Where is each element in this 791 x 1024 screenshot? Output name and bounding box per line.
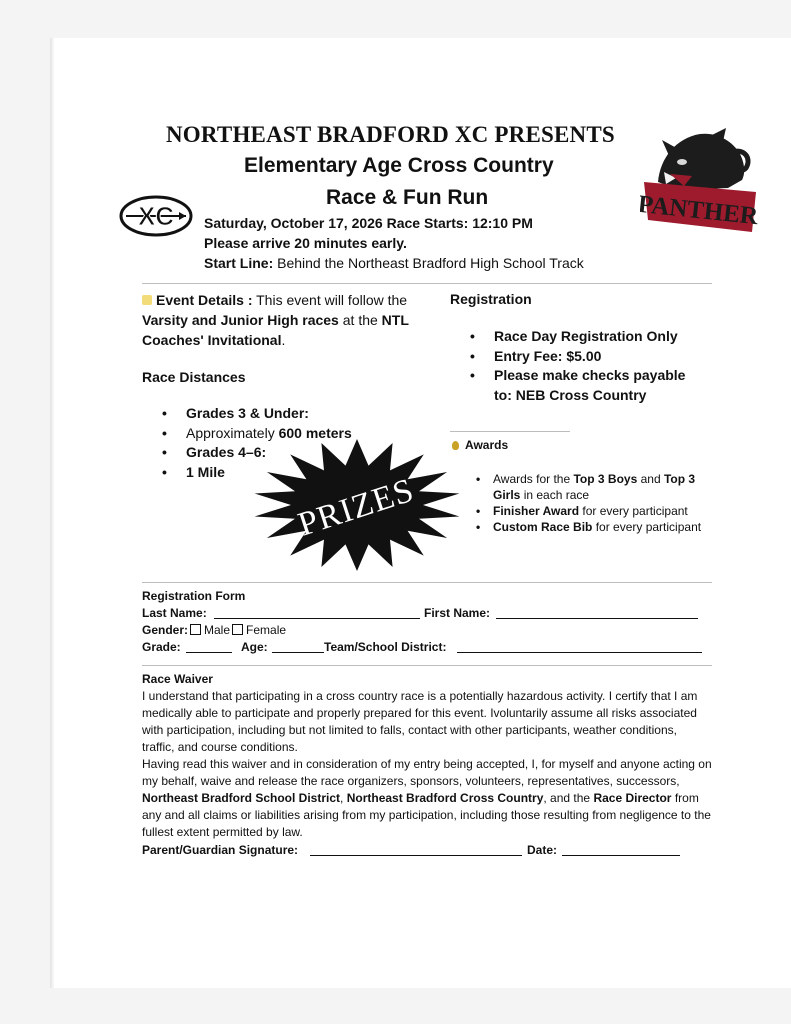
male-label: Male [204,623,231,637]
waiver-bold: Race Director [593,791,672,805]
signature-field[interactable] [310,843,522,856]
waiver-paragraph-1: I understand that participating in a cross country race is a potentially hazardous activity. I certify that I am medically able to participate and properly prepared for this event. Ivoluntarily assume all risks associated with participation, including but not limited to falls, contact with other participants, weather conditions, traffic, and course conditions. [142,689,698,754]
award-text: in each race [520,488,590,502]
award-text: and [637,472,664,486]
prizes-starburst [250,438,464,577]
distance-value: 600 meters [278,424,352,441]
award-bold: Custom Race Bib [493,520,593,534]
list-item [474,503,706,519]
xc-logo [118,194,194,243]
list-item: • Please make checks payable to: NEB Cross Country [468,366,698,405]
age-field[interactable] [272,640,324,653]
gender-label: Gender: [142,623,189,637]
event-bold-1: Varsity and Junior High races [142,312,339,328]
divider-awards [450,431,570,432]
list-item: • Race Day Registration Only [468,327,698,347]
last-name-field[interactable] [214,606,420,619]
list-item: • Grades 4–6: [160,443,352,463]
awards-heading-text: Awards [465,438,509,452]
divider-form [142,582,712,583]
award-text: for every participant [592,520,702,534]
event-icon [142,295,152,305]
event-title-line2: Race & Fun Run [326,186,489,209]
event-details [142,290,417,350]
waiver-text: , [340,791,347,805]
prizes-text: PRIZES [293,471,419,544]
race-date-line: Saturday, October 17, 2026 Race Starts: 12:10 PM [204,215,533,231]
event-text-2: at the [338,312,382,328]
event-title-line1: Elementary Age Cross Country [244,154,554,177]
team-label: Team/School District: [324,640,447,654]
waiver-text: Having read this waiver and in consideration of my entry being accepted, I, for myself and anyone acting on my behalf, waive and release the race organizers, sponsors, volunteers, representatives, successors, [142,757,712,788]
date-label: Date: [527,843,558,857]
signature-label: Parent/Guardian Signature: [142,843,299,857]
xc-logo-text: XC [137,201,175,231]
list-item: • 1 Mile [160,463,352,483]
waiver-paragraph-2 [142,756,714,841]
start-line-value: Behind the Northeast Bradford High School Track [273,255,584,271]
grade-label: Grade: [142,640,181,654]
male-checkbox[interactable] [190,624,201,635]
arrive-early-note: Please arrive 20 minutes early. [204,235,407,251]
waiver-bold: Northeast Bradford Cross Country [346,791,544,805]
mascot-text: PANTHER [640,190,758,231]
first-name-field[interactable] [496,606,698,619]
waiver-bold: Northeast Bradford School District [142,791,341,805]
medal-icon [452,441,459,450]
event-text-1: This event will follow the [252,292,408,308]
award-bold: Top 3 Girls [493,472,696,502]
first-name-label: First Name: [424,606,491,620]
list-item: • Entry Fee: $5.00 [468,347,698,367]
event-details-label: Event Details : [156,292,253,308]
start-line [204,254,584,273]
list-item: • Grades 3 & Under: [160,404,352,424]
team-field[interactable] [457,640,702,653]
presents-heading: NORTHEAST BRADFORD XC PRESENTS [166,122,615,147]
date-field[interactable] [562,843,680,856]
age-label: Age: [241,640,268,654]
divider-top [142,283,712,284]
award-text: Awards for the [493,472,574,486]
registration-form-heading: Registration Form [142,589,246,603]
distance-text: Approximately [186,424,279,441]
awards-heading [452,437,508,453]
event-bold-2: NTL Coaches' Invitational [142,312,409,348]
grade-field[interactable] [186,640,232,653]
list-item [474,471,706,503]
last-name-label: Last Name: [142,606,207,620]
waiver-text: , and the [543,791,594,805]
gender-row [142,622,286,638]
award-bold: Top 3 Boys [573,472,638,486]
event-text-3: . [281,332,286,348]
divider-waiver [142,665,712,666]
waiver-heading: Race Waiver [142,672,213,686]
awards-list [474,471,706,535]
registration-list [468,327,698,405]
list-item [474,519,706,535]
award-text: for every participant [579,504,688,518]
start-line-label: Start Line: [204,255,274,271]
waiver-text: from any and all claims or liabilities arising from my participation, including those resulting from negligence to the fullest extent permitted by law. [142,791,711,839]
panther-mascot-logo [640,128,758,245]
female-checkbox[interactable] [232,624,243,635]
female-label: Female [246,623,287,637]
award-bold: Finisher Award [493,504,580,518]
registration-heading: Registration [450,291,532,307]
race-distances-heading: Race Distances [142,369,246,385]
